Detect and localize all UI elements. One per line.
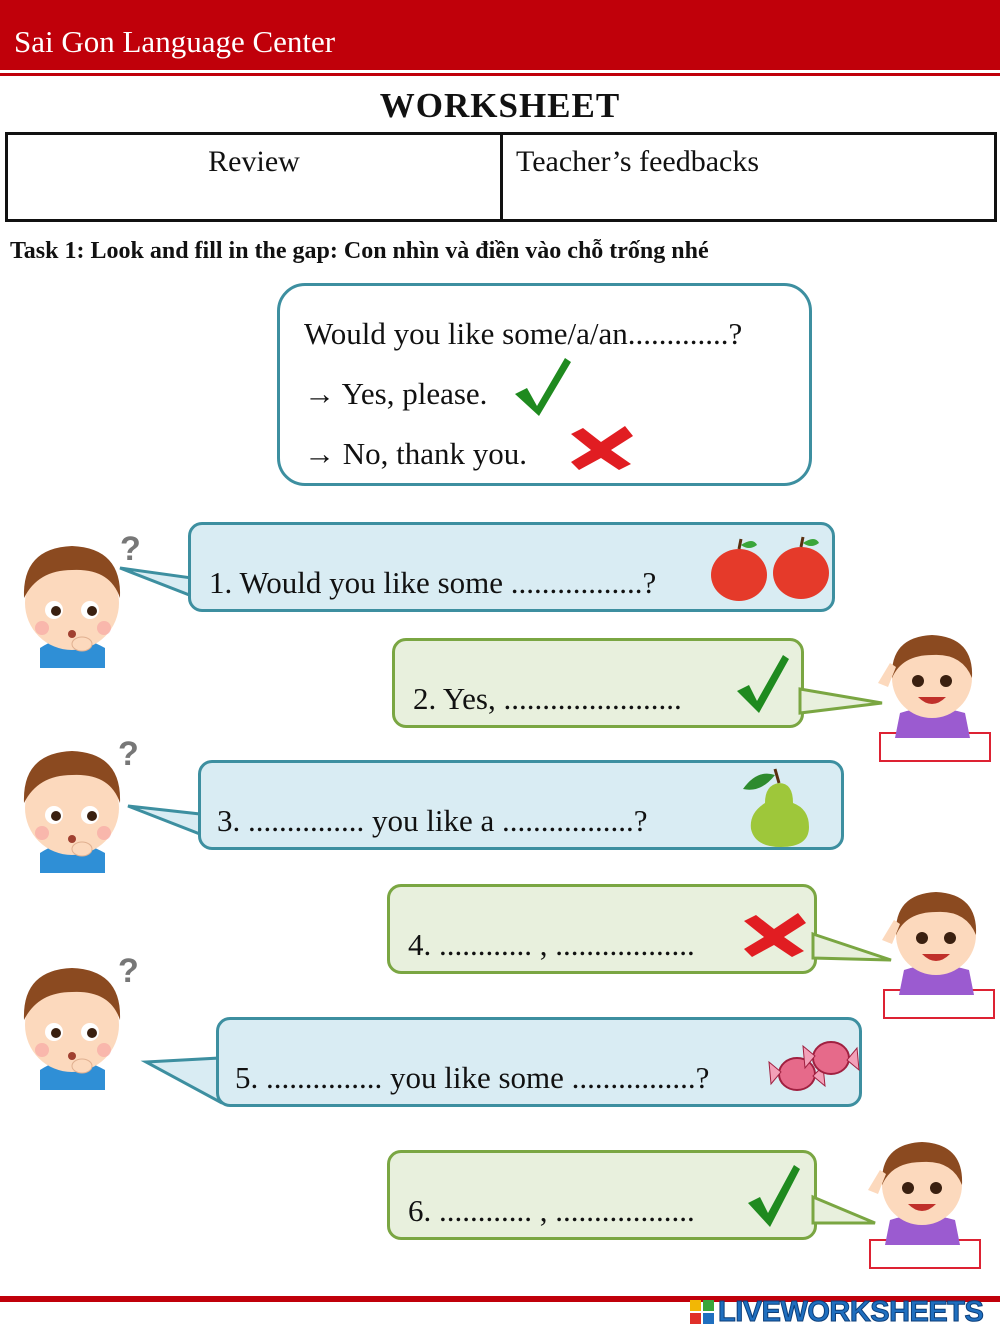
check-mark-icon [735, 653, 791, 715]
item-1-text: 1. Would you like some .................? [209, 565, 657, 600]
item-4-text: 4. ............ , .................. [408, 927, 695, 962]
item-5-text: 5. ............... you like some ................? [235, 1060, 710, 1095]
candies-icon [767, 1026, 859, 1106]
example-question: Would you like some/a/an.............? [304, 316, 743, 351]
review-cell: Review [8, 135, 503, 219]
svg-text:?: ? [120, 530, 141, 568]
item-6-text: 6. ............ , .................. [408, 1193, 695, 1228]
dialogue-bubble-4 [387, 884, 817, 974]
dialogue-bubble-6 [387, 1150, 817, 1240]
pointing-girl-icon-2 [874, 880, 999, 1022]
liveworksheets-logo-text: LIVEWORKSHEETS [718, 1296, 984, 1328]
svg-text:?: ? [118, 735, 139, 773]
header-divider [0, 73, 1000, 76]
item-2-text: 2. Yes, ....................... [413, 681, 682, 716]
dialogue-bubble-3 [198, 760, 844, 850]
cross-mark-icon [740, 911, 810, 959]
check-mark-icon [513, 356, 573, 418]
worksheet-title: WORKSHEET [379, 86, 621, 125]
cross-mark-icon [567, 424, 637, 472]
review-feedback-table [5, 132, 997, 222]
dialogue-bubble-2 [392, 638, 804, 728]
pointing-girl-icon-3 [860, 1130, 985, 1272]
thinking-boy-icon-3 [10, 950, 145, 1090]
pear-icon [735, 767, 815, 849]
svg-text:?: ? [118, 952, 139, 990]
example-no: → No, thank you. [304, 436, 528, 471]
thinking-boy-icon-2 [10, 733, 145, 873]
check-mark-icon [746, 1163, 802, 1229]
example-yes: → Yes, please. [304, 376, 488, 411]
bubble-tail-5 [146, 1058, 226, 1108]
feedback-cell: Teacher’s feedbacks [516, 145, 760, 178]
apples-icon [709, 537, 831, 603]
dialogue-bubble-1 [188, 522, 835, 612]
liveworksheets-logo-icon [690, 1300, 716, 1326]
example-box [277, 283, 812, 486]
bubble-tail-3 [128, 800, 208, 840]
center-name: Sai Gon Language Center [14, 24, 336, 59]
task1-title: Task 1: Look and fill in the gap: Con nhìn và điền vào chỗ trống nhé [10, 238, 709, 264]
pointing-girl-icon-1 [870, 623, 995, 765]
liveworksheets-logo [690, 1296, 1000, 1330]
item-3-text: 3. ............... you like a .................? [217, 803, 648, 838]
dialogue-bubble-5 [216, 1017, 862, 1107]
